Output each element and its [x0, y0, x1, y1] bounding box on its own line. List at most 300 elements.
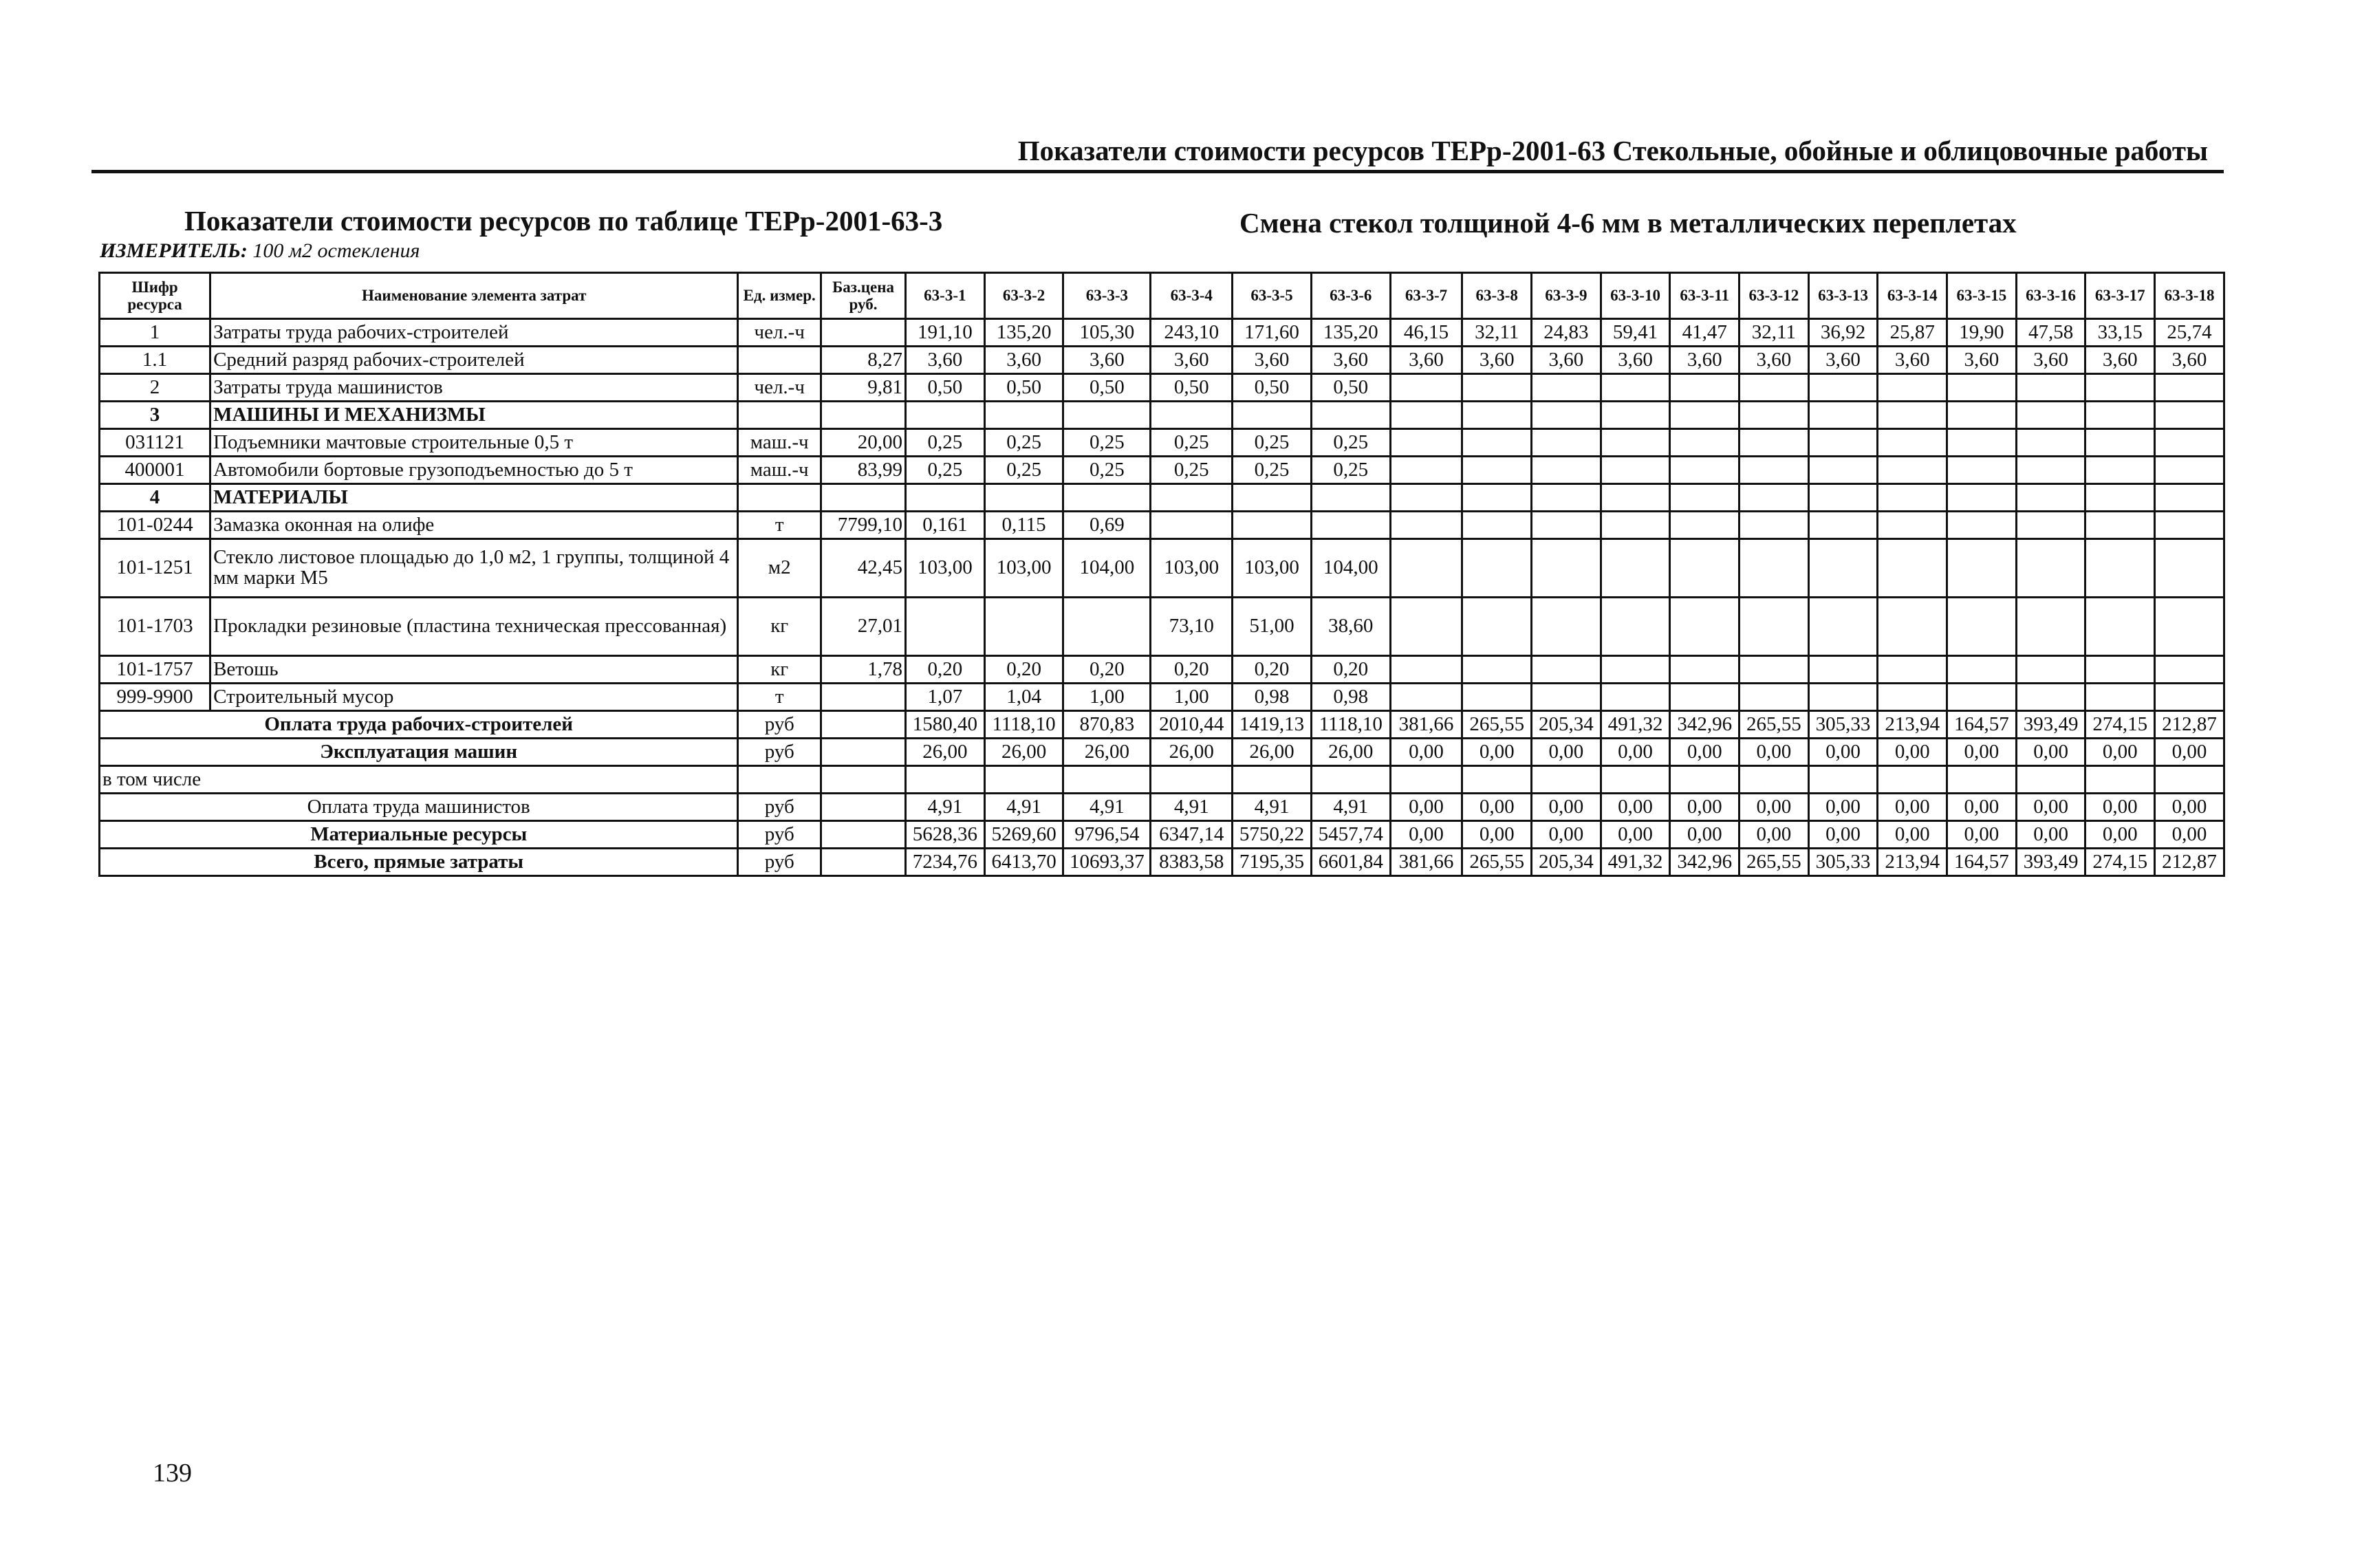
rate-value-cell	[1390, 656, 1462, 684]
summary-value-cell	[905, 766, 984, 794]
unit-cell	[738, 402, 821, 429]
summary-value-cell: 870,83	[1063, 711, 1151, 739]
summary-row	[100, 739, 2224, 766]
rate-value-cell: 103,00	[1151, 539, 1233, 598]
table-subtitle: Смена стекол толщиной 4-6 мм в металлических переплетах	[1239, 207, 2017, 239]
rate-value-cell: 0,20	[905, 656, 984, 684]
rate-value-cell	[1947, 512, 2017, 539]
column-header-unit: Ед. измер.	[738, 273, 821, 319]
rate-value-cell	[1532, 656, 1601, 684]
rate-value-cell: 0,20	[1311, 656, 1390, 684]
rate-value-cell: 1,07	[905, 684, 984, 711]
summary-value-cell: 0,00	[1740, 821, 1809, 849]
rate-value-cell	[1462, 484, 1532, 512]
rate-value-cell: 3,60	[1462, 347, 1532, 374]
rate-value-cell: 19,90	[1947, 319, 2017, 347]
base-price-cell	[821, 484, 906, 512]
rate-value-cell: 103,00	[1233, 539, 1312, 598]
unit-cell: руб	[738, 711, 821, 739]
rate-value-cell: 0,50	[905, 374, 984, 402]
rate-value-cell	[2155, 512, 2224, 539]
rate-value-cell: 0,69	[1063, 512, 1151, 539]
rate-value-cell	[1311, 512, 1390, 539]
rate-value-cell: 59,41	[1601, 319, 1670, 347]
rate-value-cell: 25,87	[1878, 319, 1947, 347]
rate-value-cell: 0,25	[1151, 429, 1233, 457]
rate-value-cell	[1947, 684, 2017, 711]
rate-value-cell	[1740, 484, 1809, 512]
rate-value-cell: 0,25	[1151, 457, 1233, 484]
rate-value-cell	[1601, 484, 1670, 512]
summary-row	[100, 766, 2224, 794]
summary-row	[100, 821, 2224, 849]
rate-value-cell	[2016, 539, 2085, 598]
summary-value-cell: 8383,58	[1151, 849, 1233, 876]
summary-value-cell	[2085, 766, 2155, 794]
column-header-rate: 63-3-4	[1151, 273, 1233, 319]
rate-value-cell: 38,60	[1311, 598, 1390, 656]
rate-value-cell	[1233, 484, 1312, 512]
base-price-cell: 8,27	[821, 347, 906, 374]
unit-cell: маш.-ч	[738, 457, 821, 484]
summary-label-cell: Эксплуатация машин	[100, 739, 738, 766]
rate-value-cell	[1532, 402, 1601, 429]
resource-code-cell: 031121	[100, 429, 210, 457]
column-header-rate: 63-3-10	[1601, 273, 1670, 319]
rate-value-cell	[905, 402, 984, 429]
rate-value-cell	[2016, 512, 2085, 539]
summary-label-cell: Материальные ресурсы	[100, 821, 738, 849]
summary-value-cell: 164,57	[1947, 849, 2017, 876]
rate-value-cell	[2085, 484, 2155, 512]
page-number: 139	[153, 1459, 192, 1488]
section-row	[100, 484, 2224, 512]
rate-value-cell	[1462, 402, 1532, 429]
rate-value-cell	[1390, 539, 1462, 598]
base-price-cell: 27,01	[821, 598, 906, 656]
summary-value-cell: 6347,14	[1151, 821, 1233, 849]
rate-value-cell	[1462, 598, 1532, 656]
rate-value-cell	[1532, 598, 1601, 656]
rate-value-cell	[1878, 512, 1947, 539]
summary-label-cell: Оплата труда рабочих-строителей	[100, 711, 738, 739]
summary-value-cell: 6601,84	[1311, 849, 1390, 876]
rate-value-cell	[1390, 429, 1462, 457]
summary-value-cell	[2016, 766, 2085, 794]
summary-value-cell: 274,15	[2085, 849, 2155, 876]
summary-value-cell: 0,00	[1601, 739, 1670, 766]
summary-value-cell: 1118,10	[984, 711, 1063, 739]
rate-value-cell	[1740, 598, 1809, 656]
column-header-rate: 63-3-1	[905, 273, 984, 319]
rate-value-cell	[1390, 374, 1462, 402]
rate-value-cell: 104,00	[1311, 539, 1390, 598]
rate-value-cell: 0,115	[984, 512, 1063, 539]
unit-cell: чел.-ч	[738, 374, 821, 402]
summary-value-cell: 7234,76	[905, 849, 984, 876]
rate-value-cell	[1063, 598, 1151, 656]
summary-value-cell: 4,91	[1151, 794, 1233, 821]
summary-value-cell: 4,91	[1311, 794, 1390, 821]
rate-value-cell	[1390, 457, 1462, 484]
summary-value-cell: 5750,22	[1233, 821, 1312, 849]
rate-value-cell	[2016, 402, 2085, 429]
rate-value-cell	[1311, 484, 1390, 512]
summary-value-cell: 4,91	[984, 794, 1063, 821]
resource-code-cell: 4	[100, 484, 210, 512]
unit-cell: руб	[738, 794, 821, 821]
summary-value-cell: 0,00	[1670, 821, 1740, 849]
rate-value-cell	[1151, 402, 1233, 429]
resource-code-cell: 999-9900	[100, 684, 210, 711]
rate-value-cell: 135,20	[984, 319, 1063, 347]
rate-value-cell: 0,50	[1311, 374, 1390, 402]
unit-cell	[738, 484, 821, 512]
base-price-cell	[821, 821, 906, 849]
rate-value-cell	[1670, 429, 1740, 457]
column-header-code: Шифр ресурса	[100, 273, 210, 319]
resource-row	[100, 512, 2224, 539]
rate-value-cell: 3,60	[1063, 347, 1151, 374]
rate-value-cell	[2085, 429, 2155, 457]
rate-value-cell	[2155, 429, 2224, 457]
rate-value-cell	[1390, 512, 1462, 539]
rate-value-cell	[1063, 402, 1151, 429]
rate-value-cell: 0,161	[905, 512, 984, 539]
resource-name-cell: Ветошь	[210, 656, 738, 684]
summary-value-cell: 0,00	[1532, 794, 1601, 821]
summary-value-cell: 1419,13	[1233, 711, 1312, 739]
resource-row	[100, 319, 2224, 347]
rate-value-cell: 1,00	[1063, 684, 1151, 711]
unit-cell: маш.-ч	[738, 429, 821, 457]
summary-value-cell: 0,00	[1808, 739, 1878, 766]
rate-value-cell	[2085, 598, 2155, 656]
rate-value-cell: 103,00	[984, 539, 1063, 598]
resource-name-cell: Затраты труда рабочих-строителей	[210, 319, 738, 347]
rate-value-cell: 243,10	[1151, 319, 1233, 347]
summary-value-cell: 6413,70	[984, 849, 1063, 876]
summary-value-cell: 0,00	[1532, 739, 1601, 766]
measure-line	[100, 239, 420, 263]
rate-value-cell: 0,25	[1063, 429, 1151, 457]
summary-value-cell: 393,49	[2016, 711, 2085, 739]
summary-value-cell: 0,00	[2085, 794, 2155, 821]
summary-value-cell: 5628,36	[905, 821, 984, 849]
summary-value-cell	[1233, 766, 1312, 794]
rate-value-cell	[1808, 656, 1878, 684]
column-header-rate: 63-3-17	[2085, 273, 2155, 319]
rate-value-cell: 3,60	[1311, 347, 1390, 374]
rate-value-cell	[1601, 684, 1670, 711]
summary-value-cell: 0,00	[1390, 739, 1462, 766]
base-price-cell: 9,81	[821, 374, 906, 402]
summary-value-cell: 0,00	[2085, 821, 2155, 849]
rate-value-cell: 191,10	[905, 319, 984, 347]
rate-value-cell	[2085, 684, 2155, 711]
summary-value-cell: 0,00	[1740, 739, 1809, 766]
summary-value-cell	[1390, 766, 1462, 794]
rate-value-cell: 0,25	[1311, 457, 1390, 484]
rate-value-cell	[1670, 684, 1740, 711]
summary-value-cell: 4,91	[1063, 794, 1151, 821]
rate-value-cell	[1670, 457, 1740, 484]
rate-value-cell	[2085, 457, 2155, 484]
rate-value-cell: 3,60	[1390, 347, 1462, 374]
rate-value-cell	[1601, 656, 1670, 684]
rate-value-cell	[1740, 512, 1809, 539]
rate-value-cell	[1601, 512, 1670, 539]
resource-name-cell: МАТЕРИАЛЫ	[210, 484, 738, 512]
rate-value-cell	[984, 598, 1063, 656]
summary-value-cell: 305,33	[1808, 849, 1878, 876]
summary-value-cell: 0,00	[1947, 821, 2017, 849]
rate-value-cell	[1808, 598, 1878, 656]
rate-value-cell	[2085, 512, 2155, 539]
summary-value-cell: 212,87	[2155, 849, 2224, 876]
unit-cell: руб	[738, 739, 821, 766]
resource-code-cell: 101-1703	[100, 598, 210, 656]
resource-row	[100, 429, 2224, 457]
resource-code-cell: 1.1	[100, 347, 210, 374]
rate-value-cell	[1740, 656, 1809, 684]
base-price-cell	[821, 402, 906, 429]
rate-value-cell: 0,50	[1063, 374, 1151, 402]
summary-value-cell: 0,00	[1878, 821, 1947, 849]
rate-value-cell	[1462, 512, 1532, 539]
rate-value-cell: 3,60	[2016, 347, 2085, 374]
summary-value-cell	[1670, 766, 1740, 794]
rate-value-cell: 24,83	[1532, 319, 1601, 347]
rate-value-cell: 73,10	[1151, 598, 1233, 656]
rate-value-cell	[1947, 429, 2017, 457]
rate-value-cell	[2016, 374, 2085, 402]
summary-value-cell: 0,00	[1878, 739, 1947, 766]
rate-value-cell: 3,60	[905, 347, 984, 374]
summary-value-cell: 0,00	[1532, 821, 1601, 849]
rate-value-cell: 0,50	[1233, 374, 1312, 402]
rate-value-cell: 0,25	[984, 429, 1063, 457]
rate-value-cell	[1878, 457, 1947, 484]
summary-value-cell	[1878, 766, 1947, 794]
summary-value-cell: 393,49	[2016, 849, 2085, 876]
summary-value-cell: 0,00	[2155, 794, 2224, 821]
summary-value-cell: 0,00	[2016, 739, 2085, 766]
rate-value-cell	[1151, 484, 1233, 512]
column-header-name: Наименование элемента затрат	[210, 273, 738, 319]
unit-cell: руб	[738, 849, 821, 876]
summary-value-cell: 0,00	[2155, 739, 2224, 766]
rate-value-cell: 0,20	[1233, 656, 1312, 684]
rate-value-cell: 0,25	[1233, 429, 1312, 457]
column-header-rate: 63-3-9	[1532, 273, 1601, 319]
rate-value-cell	[1878, 402, 1947, 429]
rate-value-cell	[1808, 457, 1878, 484]
summary-value-cell: 0,00	[1808, 794, 1878, 821]
rate-value-cell: 25,74	[2155, 319, 2224, 347]
rate-value-cell	[1462, 684, 1532, 711]
column-header-rate: 63-3-8	[1462, 273, 1532, 319]
summary-value-cell: 0,00	[1601, 821, 1670, 849]
summary-value-cell: 26,00	[905, 739, 984, 766]
rate-value-cell	[2016, 429, 2085, 457]
rate-value-cell	[1947, 457, 2017, 484]
rate-value-cell	[1532, 539, 1601, 598]
rate-value-cell	[1601, 402, 1670, 429]
rate-value-cell: 41,47	[1670, 319, 1740, 347]
rate-value-cell	[1740, 374, 1809, 402]
summary-value-cell: 0,00	[1808, 821, 1878, 849]
resource-code-cell: 400001	[100, 457, 210, 484]
rate-value-cell	[2016, 484, 2085, 512]
rate-value-cell: 0,25	[905, 429, 984, 457]
summary-value-cell: 0,00	[2016, 821, 2085, 849]
summary-value-cell: 0,00	[1390, 794, 1462, 821]
resource-row	[100, 457, 2224, 484]
summary-value-cell: 381,66	[1390, 849, 1462, 876]
rate-value-cell	[2155, 656, 2224, 684]
column-header-rate: 63-3-6	[1311, 273, 1390, 319]
resource-name-cell: Подъемники мачтовые строительные 0,5 т	[210, 429, 738, 457]
summary-value-cell: 5269,60	[984, 821, 1063, 849]
rate-value-cell	[1808, 429, 1878, 457]
unit-cell	[738, 347, 821, 374]
summary-value-cell: 205,34	[1532, 711, 1601, 739]
column-header-price: Баз.цена руб.	[821, 273, 906, 319]
resource-name-cell: Стекло листовое площадью до 1,0 м2, 1 группы, толщиной 4 мм марки М5	[210, 539, 738, 598]
base-price-cell: 42,45	[821, 539, 906, 598]
summary-value-cell: 26,00	[1311, 739, 1390, 766]
resource-row	[100, 347, 2224, 374]
rate-value-cell	[1670, 539, 1740, 598]
rate-value-cell	[1808, 539, 1878, 598]
summary-value-cell: 4,91	[905, 794, 984, 821]
rate-value-cell: 3,60	[1740, 347, 1809, 374]
rate-value-cell	[1670, 512, 1740, 539]
rate-value-cell: 3,60	[2085, 347, 2155, 374]
rate-value-cell	[2155, 684, 2224, 711]
column-header-rate: 63-3-7	[1390, 273, 1462, 319]
table-header-row	[100, 273, 2224, 319]
rate-value-cell: 36,92	[1808, 319, 1878, 347]
summary-value-cell	[1311, 766, 1390, 794]
rate-value-cell	[1532, 429, 1601, 457]
rate-value-cell	[2155, 539, 2224, 598]
resource-name-cell: Замазка оконная на олифе	[210, 512, 738, 539]
rate-value-cell	[1532, 457, 1601, 484]
rate-value-cell	[1233, 402, 1312, 429]
summary-value-cell	[1947, 766, 2017, 794]
rate-value-cell	[2155, 457, 2224, 484]
rate-value-cell: 3,60	[1233, 347, 1312, 374]
header-rule	[91, 170, 2224, 173]
rate-value-cell: 105,30	[1063, 319, 1151, 347]
column-header-rate: 63-3-3	[1063, 273, 1151, 319]
rate-value-cell	[1670, 374, 1740, 402]
rate-value-cell	[1947, 598, 2017, 656]
rate-value-cell: 3,60	[1670, 347, 1740, 374]
rate-value-cell: 135,20	[1311, 319, 1390, 347]
rate-value-cell: 0,20	[984, 656, 1063, 684]
unit-cell: кг	[738, 598, 821, 656]
rate-value-cell	[1601, 598, 1670, 656]
summary-value-cell	[984, 766, 1063, 794]
rate-value-cell: 0,20	[1063, 656, 1151, 684]
rate-value-cell	[1878, 656, 1947, 684]
summary-value-cell: 0,00	[1947, 739, 2017, 766]
rate-value-cell	[1808, 374, 1878, 402]
summary-value-cell	[1532, 766, 1601, 794]
base-price-cell: 7799,10	[821, 512, 906, 539]
summary-value-cell: 265,55	[1740, 849, 1809, 876]
resource-name-cell: МАШИНЫ И МЕХАНИЗМЫ	[210, 402, 738, 429]
resource-row	[100, 539, 2224, 598]
rate-value-cell	[1670, 484, 1740, 512]
rate-value-cell: 51,00	[1233, 598, 1312, 656]
column-header-rate: 63-3-11	[1670, 273, 1740, 319]
resource-cost-table	[98, 272, 2225, 877]
rate-value-cell: 3,60	[1532, 347, 1601, 374]
summary-value-cell	[1063, 766, 1151, 794]
rate-value-cell	[1462, 457, 1532, 484]
rate-value-cell	[1462, 374, 1532, 402]
rate-value-cell: 46,15	[1390, 319, 1462, 347]
rate-value-cell	[1532, 374, 1601, 402]
resource-row	[100, 374, 2224, 402]
summary-value-cell: 26,00	[1063, 739, 1151, 766]
column-header-rate: 63-3-2	[984, 273, 1063, 319]
base-price-cell	[821, 766, 906, 794]
rate-value-cell	[1601, 374, 1670, 402]
rate-value-cell	[1532, 512, 1601, 539]
base-price-cell	[821, 794, 906, 821]
rate-value-cell	[2155, 402, 2224, 429]
rate-value-cell: 32,11	[1462, 319, 1532, 347]
rate-value-cell	[984, 484, 1063, 512]
summary-value-cell	[1601, 766, 1670, 794]
rate-value-cell	[1878, 598, 1947, 656]
rate-value-cell: 0,25	[1311, 429, 1390, 457]
summary-value-cell: 1580,40	[905, 711, 984, 739]
measure-label: ИЗМЕРИТЕЛЬ:	[100, 239, 248, 262]
summary-value-cell: 0,00	[1462, 821, 1532, 849]
column-header-rate: 63-3-15	[1947, 273, 2017, 319]
resource-row	[100, 684, 2224, 711]
unit-cell	[738, 766, 821, 794]
rate-value-cell	[2085, 539, 2155, 598]
base-price-cell	[821, 684, 906, 711]
table-title: Показатели стоимости ресурсов по таблице ТЕРр-2001-63-3	[184, 205, 943, 237]
resource-name-cell: Затраты труда машинистов	[210, 374, 738, 402]
rate-value-cell	[2085, 656, 2155, 684]
rate-value-cell	[1808, 484, 1878, 512]
summary-value-cell: 381,66	[1390, 711, 1462, 739]
measure-value: 100 м2 остекления	[252, 239, 420, 262]
base-price-cell: 1,78	[821, 656, 906, 684]
rate-value-cell: 0,25	[984, 457, 1063, 484]
rate-value-cell	[1740, 402, 1809, 429]
summary-value-cell: 0,00	[1947, 794, 2017, 821]
summary-value-cell: 7195,35	[1233, 849, 1312, 876]
rate-value-cell: 0,50	[984, 374, 1063, 402]
rate-value-cell	[1878, 429, 1947, 457]
rate-value-cell	[1740, 684, 1809, 711]
summary-value-cell: 342,96	[1670, 711, 1740, 739]
resource-code-cell: 101-1757	[100, 656, 210, 684]
rate-value-cell	[984, 402, 1063, 429]
rate-value-cell	[1947, 402, 2017, 429]
rate-value-cell	[1947, 539, 2017, 598]
